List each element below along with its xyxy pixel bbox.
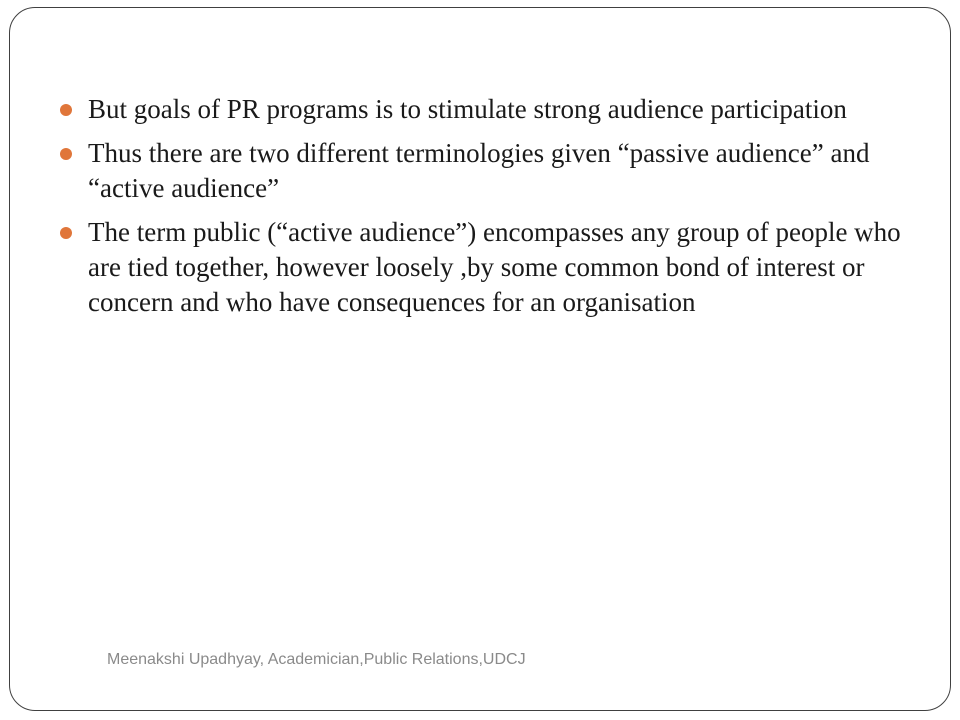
bullet-text: But goals of PR programs is to stimulate strong audience participation [88,94,847,124]
bullet-icon [60,148,72,160]
bullet-text: The term public (“active audience”) encompasses any group of people who are tied together, however loosely ,by some common bond of interest or concern and who have consequences for an organisation [88,217,901,317]
bullet-item [58,215,903,320]
bullet-list [58,92,903,320]
bullet-item [58,136,903,206]
slide-footer: Meenakshi Upadhyay, Academician,Public Relations,UDCJ [107,651,526,668]
bullet-item [58,92,903,127]
bullet-icon [60,104,72,116]
slide-content [58,92,903,329]
bullet-text: Thus there are two different terminologies given “passive audience” and “active audience” [88,138,870,203]
bullet-icon [60,227,72,239]
